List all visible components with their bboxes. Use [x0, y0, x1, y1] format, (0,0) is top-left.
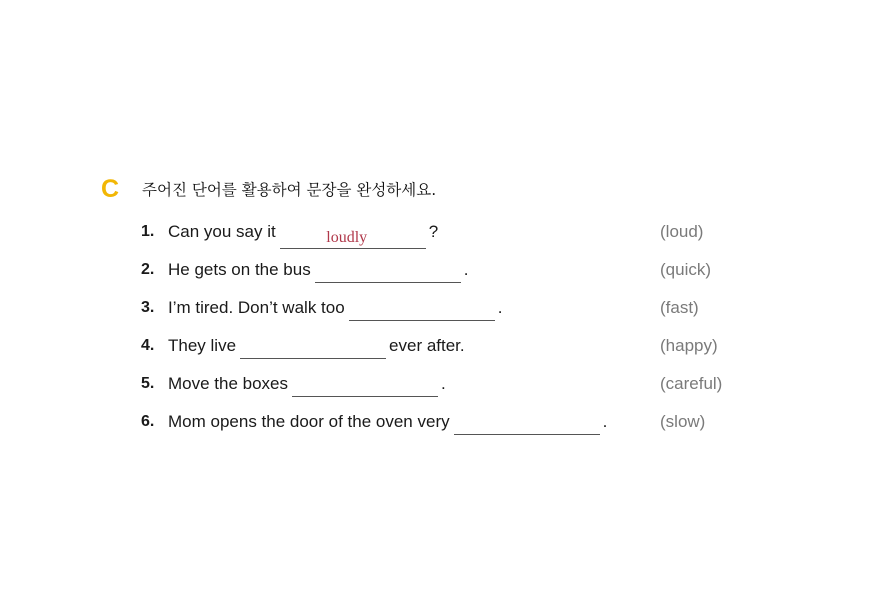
answer-text: loudly [326, 229, 368, 246]
answer-blank[interactable] [292, 376, 438, 397]
item-number: 2. [141, 261, 155, 278]
item-sentence [168, 296, 502, 321]
item-hint: (fast) [660, 298, 699, 317]
sentence-after: ever after. [389, 336, 465, 355]
sentence-after: . [463, 260, 469, 279]
sentence-after: ? [428, 222, 439, 241]
sentence-after: . [497, 298, 503, 317]
exercise-item-1 [141, 220, 761, 244]
item-number: 4. [141, 337, 155, 354]
exercise-item-6 [141, 410, 761, 434]
answer-blank[interactable] [349, 300, 495, 321]
exercise-item-2 [141, 258, 761, 282]
item-sentence [168, 220, 438, 249]
item-hint: (careful) [660, 374, 723, 393]
exercise-item-3 [141, 296, 761, 320]
sentence-before: I’m tired. Don’t walk too [168, 298, 345, 317]
sentence-before: Move the boxes [168, 374, 289, 393]
item-hint: (loud) [660, 222, 704, 241]
item-number: 6. [141, 413, 155, 430]
sentence-before: Can you say it [168, 222, 276, 241]
answer-blank[interactable] [240, 338, 386, 359]
sentence-after: . [441, 374, 446, 393]
item-number: 3. [141, 299, 155, 316]
exercise-item-5 [141, 372, 761, 396]
item-hint: (quick) [660, 260, 712, 279]
exercise-item-4 [141, 334, 761, 358]
item-number: 5. [141, 375, 155, 392]
answer-blank[interactable] [454, 414, 600, 435]
item-sentence [168, 410, 607, 435]
sentence-after: . [602, 412, 608, 431]
item-sentence [168, 334, 465, 359]
sentence-before: They live [168, 336, 237, 355]
instruction-text: 주어진 단어를 활용하여 문장을 완성하세요. [142, 181, 437, 199]
item-sentence [168, 372, 446, 397]
answer-blank[interactable] [280, 228, 426, 249]
item-number: 1. [141, 223, 155, 240]
section-letter: C [101, 175, 120, 203]
item-hint: (slow) [660, 412, 706, 431]
item-hint: (happy) [660, 336, 718, 355]
sentence-before: He gets on the bus [168, 260, 311, 279]
answer-blank[interactable] [315, 262, 461, 283]
sentence-before: Mom opens the door of the oven very [168, 412, 450, 431]
item-sentence [168, 258, 468, 283]
